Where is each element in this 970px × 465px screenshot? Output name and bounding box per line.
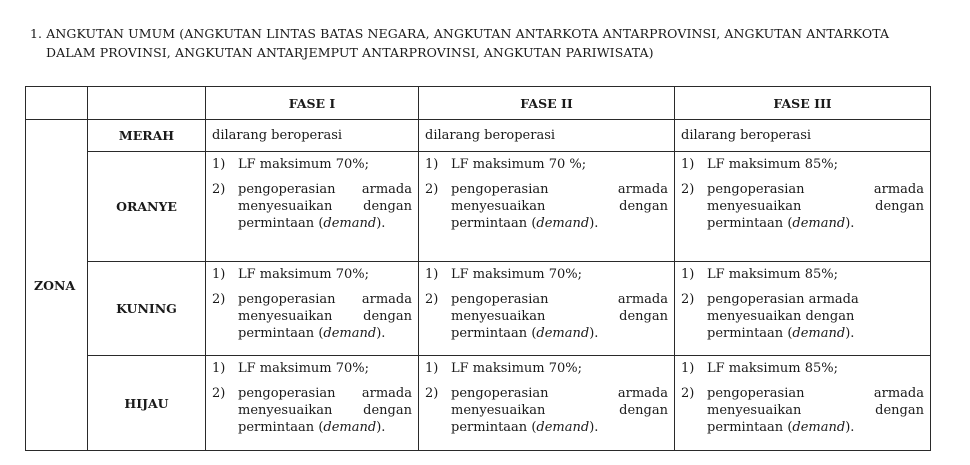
header-empty-1 [26, 87, 88, 120]
menyesuaikan-text: menyesuaikan dengan [707, 403, 924, 418]
cell-kuning-fase-3 [675, 262, 931, 356]
cell-kuning-fase-1 [206, 262, 419, 356]
cell-oranye-fase-1 [206, 152, 419, 262]
demand-text: demand [792, 216, 846, 231]
item-number: 1) [212, 361, 226, 376]
section-heading [30, 24, 950, 62]
menyesuaikan-text: menyesuaikan dengan [451, 309, 668, 324]
closing-text: ). [845, 216, 855, 231]
header-fase-1: FASE I [206, 87, 419, 120]
demand-text: demand [323, 420, 377, 435]
demand-text: demand [792, 420, 846, 435]
lf-text: LF maksimum 85%; [707, 157, 839, 172]
item-number: 2) [425, 292, 439, 307]
armada-text: pengoperasian armada [238, 182, 412, 197]
header-fase-3: FASE III [675, 87, 931, 120]
item-number: 1) [212, 267, 226, 282]
demand-text: demand [536, 326, 590, 341]
lf-text: LF maksimum 70%; [238, 157, 370, 172]
cell-hijau-fase-3 [675, 356, 931, 451]
table-header-row [26, 87, 931, 120]
demand-text: demand [536, 216, 590, 231]
menyesuaikan-text: menyesuaikan dengan [451, 199, 668, 214]
table-row [26, 120, 931, 152]
zone-phase-table [25, 86, 931, 451]
lf-text: LF maksimum 70%; [451, 361, 583, 376]
table-row [26, 356, 931, 451]
lf-text: LF maksimum 85%; [707, 361, 839, 376]
closing-text: ). [845, 326, 855, 341]
table-row [26, 152, 931, 262]
item-number: 1) [425, 361, 439, 376]
armada-text: pengoperasian armada [451, 386, 668, 401]
permintaan-text: permintaan ( [707, 326, 793, 341]
permintaan-text: permintaan ( [707, 216, 793, 231]
item-number: 2) [212, 292, 226, 307]
demand-text: demand [323, 326, 377, 341]
cell-merah-fase-1: dilarang beroperasi [206, 120, 419, 152]
lf-text: LF maksimum 70%; [238, 267, 370, 282]
cell-oranye-fase-2 [419, 152, 675, 262]
cell-oranye-fase-3 [675, 152, 931, 262]
lf-text: LF maksimum 70%; [451, 267, 583, 282]
armada-text: pengoperasian armada [707, 292, 859, 307]
cell-hijau-fase-1 [206, 356, 419, 451]
zone-oranye: ORANYE [88, 152, 206, 262]
closing-text: ). [376, 326, 386, 341]
item-number: 1) [425, 157, 439, 172]
section-number: 1. [30, 26, 43, 41]
armada-text: pengoperasian armada [238, 292, 412, 307]
header-fase-2: FASE II [419, 87, 675, 120]
item-number: 1) [681, 157, 695, 172]
item-number: 2) [425, 182, 439, 197]
cell-kuning-fase-2 [419, 262, 675, 356]
zona-label: ZONA [26, 120, 88, 451]
header-empty-2 [88, 87, 206, 120]
item-number: 1) [681, 267, 695, 282]
closing-text: ). [589, 216, 599, 231]
closing-text: ). [376, 216, 386, 231]
demand-text: demand [323, 216, 377, 231]
section-title-line2: DALAM PROVINSI, ANGKUTAN ANTARJEMPUT ANTARPROVINSI, ANGKUTAN PARIWISATA) [46, 45, 654, 60]
item-number: 2) [681, 292, 695, 307]
closing-text: ). [589, 420, 599, 435]
menyesuaikan-text: menyesuaikan dengan [707, 199, 924, 214]
menyesuaikan-text: menyesuaikan dengan [238, 199, 412, 214]
permintaan-text: permintaan ( [707, 420, 793, 435]
item-number: 1) [681, 361, 695, 376]
cell-hijau-fase-2 [419, 356, 675, 451]
cell-merah-fase-2: dilarang beroperasi [419, 120, 675, 152]
item-number: 2) [681, 386, 695, 401]
zone-kuning: KUNING [88, 262, 206, 356]
lf-text: LF maksimum 70 %; [451, 157, 587, 172]
menyesuaikan-text: menyesuaikan dengan [238, 309, 412, 324]
section-title-line1: ANGKUTAN UMUM (ANGKUTAN LINTAS BATAS NEGARA, ANGKUTAN ANTARKOTA ANTARPROVINSI, ANGKUTAN ANTARKOTA [46, 26, 890, 41]
zone-hijau: HIJAU [88, 356, 206, 451]
zone-merah: MERAH [88, 120, 206, 152]
armada-text: pengoperasian armada [238, 386, 412, 401]
armada-text: pengoperasian armada [451, 182, 668, 197]
demand-text: demand [536, 420, 590, 435]
closing-text: ). [845, 420, 855, 435]
armada-text: pengoperasian armada [707, 182, 924, 197]
item-number: 1) [212, 157, 226, 172]
closing-text: ). [589, 326, 599, 341]
table-row [26, 262, 931, 356]
permintaan-text: permintaan ( [451, 216, 537, 231]
permintaan-text: permintaan ( [238, 420, 324, 435]
item-number: 2) [681, 182, 695, 197]
closing-text: ). [376, 420, 386, 435]
demand-text: demand [792, 326, 846, 341]
armada-text: pengoperasian armada [451, 292, 668, 307]
item-number: 2) [212, 182, 226, 197]
permintaan-text: permintaan ( [238, 216, 324, 231]
armada-text: pengoperasian armada [707, 386, 924, 401]
menyesuaikan-text: menyesuaikan dengan [707, 309, 855, 324]
lf-text: LF maksimum 70%; [238, 361, 370, 376]
item-number: 2) [212, 386, 226, 401]
menyesuaikan-text: menyesuaikan dengan [451, 403, 668, 418]
permintaan-text: permintaan ( [451, 420, 537, 435]
item-number: 1) [425, 267, 439, 282]
permintaan-text: permintaan ( [238, 326, 324, 341]
permintaan-text: permintaan ( [451, 326, 537, 341]
cell-merah-fase-3: dilarang beroperasi [675, 120, 931, 152]
lf-text: LF maksimum 85%; [707, 267, 839, 282]
item-number: 2) [425, 386, 439, 401]
menyesuaikan-text: menyesuaikan dengan [238, 403, 412, 418]
